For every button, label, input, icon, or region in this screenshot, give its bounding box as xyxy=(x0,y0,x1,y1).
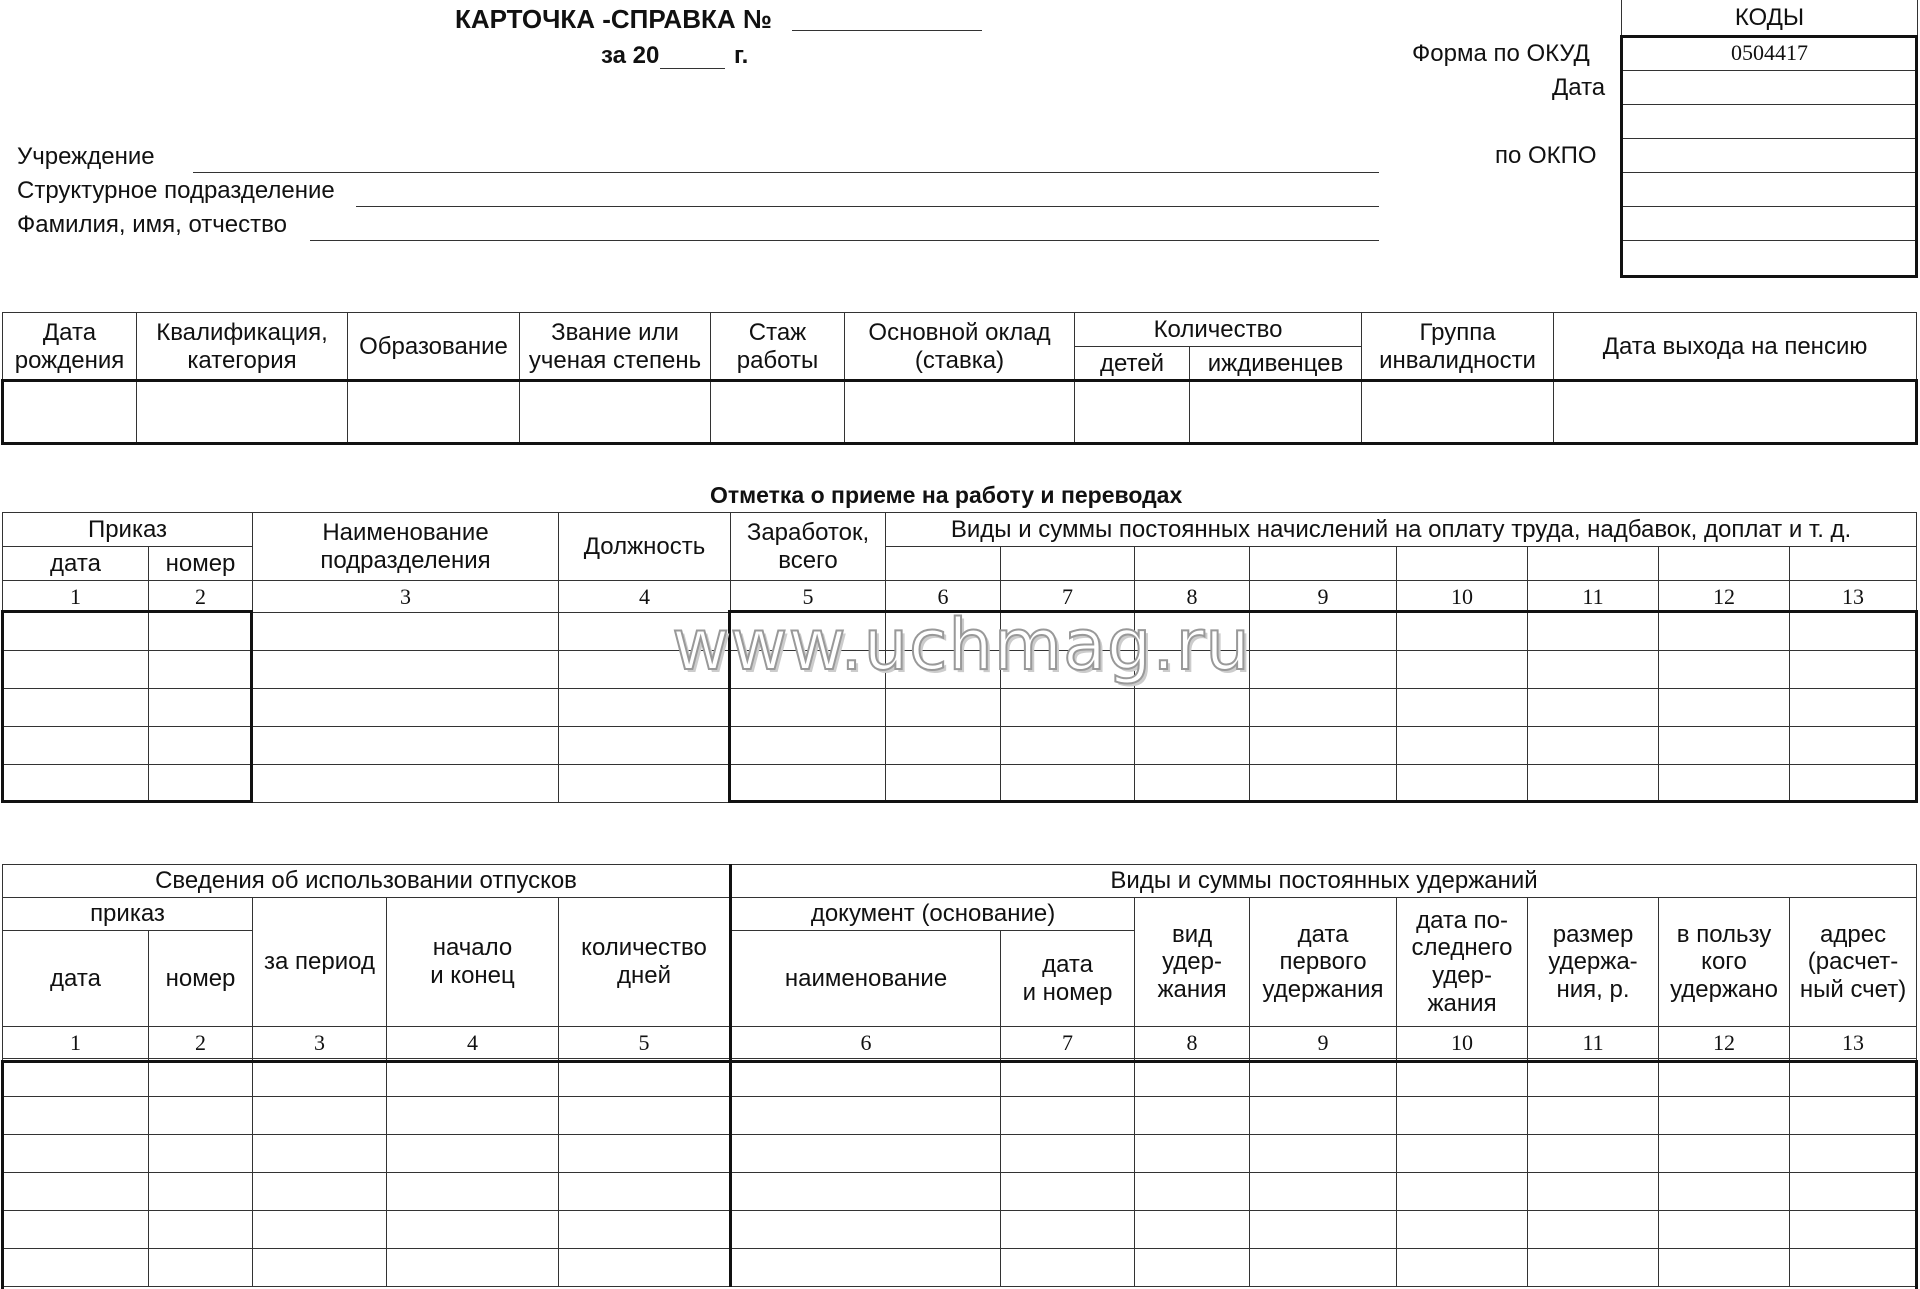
input-cell[interactable] xyxy=(1001,727,1135,765)
input-cell[interactable] xyxy=(3,1211,149,1249)
input-cell[interactable] xyxy=(1001,1211,1135,1249)
accrual-sub-cell[interactable] xyxy=(1397,547,1528,581)
birth-date-h1: Дата xyxy=(42,318,97,346)
input-cell[interactable] xyxy=(731,1211,1001,1249)
earnings-h1: Заработок, xyxy=(746,518,870,546)
input-cell[interactable] xyxy=(1659,1097,1790,1135)
input-cell[interactable] xyxy=(1397,1211,1528,1249)
watermark: www.uchmag.ru xyxy=(672,604,1251,686)
experience-header xyxy=(711,313,845,381)
table-row xyxy=(3,1135,1917,1173)
input-cell[interactable] xyxy=(1001,1249,1135,1287)
rank-header xyxy=(520,313,711,381)
input-cell[interactable] xyxy=(1001,1059,1135,1097)
input-cell[interactable] xyxy=(387,1211,559,1249)
input-cell[interactable] xyxy=(137,381,348,443)
input-cell[interactable] xyxy=(1001,1135,1135,1173)
input-cell[interactable] xyxy=(149,1249,253,1287)
input-cell[interactable] xyxy=(1528,1249,1659,1287)
input-cell[interactable] xyxy=(1250,1059,1397,1097)
address-header xyxy=(1790,898,1917,1027)
input-cell[interactable] xyxy=(1554,381,1917,443)
input-cell[interactable] xyxy=(1659,1135,1790,1173)
experience-h2: работы xyxy=(736,346,819,374)
input-cell[interactable] xyxy=(149,1097,253,1135)
form-okud-label: Форма по ОКУД xyxy=(1412,40,1590,67)
input-cell[interactable] xyxy=(1135,1249,1250,1287)
input-cell[interactable] xyxy=(253,765,559,803)
input-cell[interactable] xyxy=(845,381,1075,443)
year-prefix xyxy=(601,44,659,68)
first-date-h3: удержания xyxy=(1262,975,1384,1003)
input-cell[interactable] xyxy=(1250,765,1397,803)
personal-table xyxy=(2,312,1917,443)
col-number: 2 xyxy=(149,581,253,613)
doc-name-header: наименование xyxy=(731,931,1001,1027)
okpo-label: по ОКПО xyxy=(1495,142,1597,169)
accrual-sub-cell[interactable] xyxy=(1790,547,1917,581)
input-cell[interactable] xyxy=(1659,1173,1790,1211)
input-cell[interactable] xyxy=(3,651,149,689)
address-h1: адрес xyxy=(1820,920,1887,948)
input-cell[interactable] xyxy=(1659,1249,1790,1287)
input-cell[interactable] xyxy=(731,1135,1001,1173)
disability-h1: Группа xyxy=(1419,318,1496,346)
input-cell[interactable] xyxy=(1790,1097,1917,1135)
vacation-date-header: дата xyxy=(3,931,149,1027)
input-cell[interactable] xyxy=(1397,1059,1528,1097)
beneficiary-header xyxy=(1659,898,1790,1027)
input-cell[interactable] xyxy=(253,1173,387,1211)
input-cell[interactable] xyxy=(253,613,559,651)
input-cell[interactable] xyxy=(348,381,520,443)
year-suffix: г. xyxy=(734,42,749,69)
input-cell[interactable] xyxy=(1659,1211,1790,1249)
col-number: 7 xyxy=(1001,581,1135,613)
input-cell[interactable] xyxy=(149,727,253,765)
input-cell[interactable] xyxy=(731,1249,1001,1287)
col-number: 10 xyxy=(1397,1027,1528,1059)
input-cell[interactable] xyxy=(149,1059,253,1097)
input-cell[interactable] xyxy=(1001,689,1135,727)
input-cell[interactable] xyxy=(1528,1097,1659,1135)
institution-line[interactable] xyxy=(193,172,1379,173)
kind-h2: удер- xyxy=(1162,948,1222,976)
department-line[interactable] xyxy=(356,206,1379,207)
input-cell[interactable] xyxy=(731,765,886,803)
vacation-start-end-header xyxy=(387,898,559,1027)
col-number: 3 xyxy=(253,1027,387,1059)
page-title: КАРТОЧКА -СПРАВКА № xyxy=(455,4,772,34)
input-cell[interactable] xyxy=(559,1135,731,1173)
input-cell[interactable] xyxy=(1790,1135,1917,1173)
input-cell[interactable] xyxy=(1790,689,1917,727)
input-cell[interactable] xyxy=(1397,1249,1528,1287)
input-cell[interactable] xyxy=(1135,1059,1250,1097)
first-date-h2: первого xyxy=(1279,948,1367,976)
input-cell[interactable] xyxy=(1659,613,1790,651)
input-cell[interactable] xyxy=(520,381,711,443)
col-number: 2 xyxy=(149,1027,253,1059)
amount-h1: размер xyxy=(1552,920,1634,948)
col-number: 11 xyxy=(1528,1027,1659,1059)
input-cell[interactable] xyxy=(3,1097,149,1135)
vacation-deductions-table xyxy=(2,864,1917,1287)
last-date-h3: удер- xyxy=(1432,962,1492,989)
input-cell[interactable] xyxy=(559,1059,731,1097)
address-h2: (расчет- xyxy=(1807,948,1899,976)
col-number: 10 xyxy=(1397,581,1528,613)
input-cell[interactable] xyxy=(1790,613,1917,651)
input-cell[interactable] xyxy=(1528,1135,1659,1173)
birth-date-h2: рождения xyxy=(14,346,125,374)
input-cell[interactable] xyxy=(559,1097,731,1135)
input-cell[interactable] xyxy=(1397,1135,1528,1173)
input-cell[interactable] xyxy=(711,381,845,443)
input-cell[interactable] xyxy=(886,727,1001,765)
start-end-h2: и конец xyxy=(430,962,515,989)
input-cell[interactable] xyxy=(1528,613,1659,651)
dept-name-h2: подразделения xyxy=(320,546,491,574)
input-cell[interactable] xyxy=(3,1249,149,1287)
input-cell[interactable] xyxy=(1250,689,1397,727)
accrual-sub-cell[interactable] xyxy=(1001,547,1135,581)
input-cell[interactable] xyxy=(1250,651,1397,689)
count-header: Количество xyxy=(1075,313,1362,347)
children-header: детей xyxy=(1075,347,1190,381)
input-cell[interactable] xyxy=(1250,1135,1397,1173)
input-cell[interactable] xyxy=(387,1135,559,1173)
input-cell[interactable] xyxy=(1397,689,1528,727)
input-cell[interactable] xyxy=(1250,613,1397,651)
input-cell[interactable] xyxy=(1528,765,1659,803)
dept-name-h1: Наименование xyxy=(322,518,489,546)
input-cell[interactable] xyxy=(1528,1211,1659,1249)
input-cell[interactable] xyxy=(731,1097,1001,1135)
deduction-number-row xyxy=(3,1027,1917,1059)
codes-title: КОДЫ xyxy=(1622,0,1918,36)
deduction-rows xyxy=(3,1059,1917,1287)
vacation-period-header: за период xyxy=(253,898,387,1027)
accrual-sub-cell[interactable] xyxy=(1528,547,1659,581)
codes-table xyxy=(1621,0,1918,241)
input-cell[interactable] xyxy=(1397,613,1528,651)
input-cell[interactable] xyxy=(149,689,253,727)
table-row xyxy=(3,727,1917,765)
input-cell[interactable] xyxy=(1790,1211,1917,1249)
vacation-title: Сведения об использовании отпусков xyxy=(3,865,731,898)
fio-line[interactable] xyxy=(310,240,1379,241)
order-date-header: дата xyxy=(3,547,149,581)
document-header: документ (основание) xyxy=(731,898,1135,931)
days-h1: количество xyxy=(581,934,707,962)
input-cell[interactable] xyxy=(1790,651,1917,689)
input-cell[interactable] xyxy=(1075,381,1190,443)
input-cell[interactable] xyxy=(253,1135,387,1173)
input-cell[interactable] xyxy=(1790,1059,1917,1097)
beneficiary-h1: в пользу xyxy=(1676,920,1772,948)
education-header: Образование xyxy=(348,313,520,381)
input-cell[interactable] xyxy=(3,1059,149,1097)
input-cell[interactable] xyxy=(1397,651,1528,689)
dependents-header: иждивенцев xyxy=(1190,347,1362,381)
doc-date-h1: дата xyxy=(1042,950,1093,978)
kind-header xyxy=(1135,898,1250,1027)
salary-h2: (ставка) xyxy=(914,346,1005,374)
input-cell[interactable] xyxy=(559,1249,731,1287)
doc-date-h2: и номер xyxy=(1022,978,1113,1006)
input-cell[interactable] xyxy=(253,1211,387,1249)
order-header: Приказ xyxy=(3,513,253,547)
table-row xyxy=(3,1059,1917,1097)
kind-h1: вид xyxy=(1171,920,1213,948)
beneficiary-h3: удержано xyxy=(1670,975,1778,1003)
days-h2: дней xyxy=(617,962,672,989)
first-date-header xyxy=(1250,898,1397,1027)
table-row xyxy=(3,765,1917,803)
table-row xyxy=(3,1173,1917,1211)
department-label: Структурное подразделение xyxy=(17,177,335,204)
beneficiary-h2: кого xyxy=(1701,948,1747,976)
last-date-h2: следнего xyxy=(1411,934,1513,962)
start-end-h1: начало xyxy=(432,934,513,962)
col-number: 7 xyxy=(1001,1027,1135,1059)
input-cell[interactable] xyxy=(1790,727,1917,765)
order-number-header: номер xyxy=(149,547,253,581)
input-cell[interactable] xyxy=(1362,381,1554,443)
input-cell[interactable] xyxy=(1001,1173,1135,1211)
pension-header: Дата выхода на пенсию xyxy=(1554,313,1917,381)
input-cell[interactable] xyxy=(253,1097,387,1135)
year-line[interactable] xyxy=(660,68,725,69)
input-cell[interactable] xyxy=(253,1249,387,1287)
col-number: 12 xyxy=(1659,581,1790,613)
last-date-h4: жания xyxy=(1427,989,1497,1017)
table-row xyxy=(3,1211,1917,1249)
col-number: 1 xyxy=(3,581,149,613)
input-cell[interactable] xyxy=(149,1173,253,1211)
input-cell[interactable] xyxy=(253,1059,387,1097)
col-number: 8 xyxy=(1135,1027,1250,1059)
input-cell[interactable] xyxy=(1001,765,1135,803)
experience-h1: Стаж xyxy=(748,318,807,346)
input-cell[interactable] xyxy=(253,727,559,765)
rank-h1: Звание или xyxy=(551,318,679,346)
input-cell[interactable] xyxy=(1528,651,1659,689)
col-number: 5 xyxy=(731,581,886,613)
qualification-h2: категория xyxy=(187,346,297,374)
col-number: 9 xyxy=(1250,581,1397,613)
input-cell[interactable] xyxy=(3,381,137,443)
input-cell[interactable] xyxy=(1528,1059,1659,1097)
input-cell[interactable] xyxy=(1790,1249,1917,1287)
input-cell[interactable] xyxy=(1659,1059,1790,1097)
salary-h1: Основной оклад xyxy=(868,318,1051,346)
col-number: 1 xyxy=(3,1027,149,1059)
earnings-header xyxy=(731,513,886,581)
input-cell[interactable] xyxy=(1528,1173,1659,1211)
input-cell[interactable] xyxy=(1135,1173,1250,1211)
input-cell[interactable] xyxy=(559,765,731,803)
input-cell[interactable] xyxy=(1190,381,1362,443)
input-cell[interactable] xyxy=(149,765,253,803)
input-cell[interactable] xyxy=(731,727,886,765)
amount-h2: удержа- xyxy=(1548,948,1638,976)
vacation-order-header: приказ xyxy=(3,898,253,931)
col-number: 4 xyxy=(387,1027,559,1059)
col-number: 13 xyxy=(1790,581,1917,613)
input-cell[interactable] xyxy=(1135,727,1250,765)
input-cell[interactable] xyxy=(1250,1211,1397,1249)
disability-h2: инвалидности xyxy=(1379,346,1536,374)
input-cell[interactable] xyxy=(1250,1249,1397,1287)
okpo-code-cell[interactable] xyxy=(1622,138,1918,172)
input-cell[interactable] xyxy=(387,1173,559,1211)
qualification-h1: Квалификация, xyxy=(156,318,328,346)
input-cell[interactable] xyxy=(1659,689,1790,727)
accrual-sub-cell[interactable] xyxy=(1659,547,1790,581)
input-cell[interactable] xyxy=(3,613,149,651)
year-prefix-text: за 20 xyxy=(601,42,660,69)
input-cell[interactable] xyxy=(1659,727,1790,765)
input-cell[interactable] xyxy=(149,1135,253,1173)
col-number: 9 xyxy=(1250,1027,1397,1059)
input-cell[interactable] xyxy=(3,727,149,765)
input-cell[interactable] xyxy=(886,765,1001,803)
doc-date-header xyxy=(1001,931,1135,1027)
input-cell[interactable] xyxy=(1135,1097,1250,1135)
rank-h2: ученая степень xyxy=(528,346,702,374)
accrual-sub-cell[interactable] xyxy=(886,547,1001,581)
input-cell[interactable] xyxy=(731,1059,1001,1097)
qualification-header xyxy=(137,313,348,381)
input-cell[interactable] xyxy=(1135,689,1250,727)
input-cell[interactable] xyxy=(253,651,559,689)
input-cell[interactable] xyxy=(1659,651,1790,689)
vacation-days-header xyxy=(559,898,731,1027)
salary-header xyxy=(845,313,1075,381)
last-date-h1: дата по- xyxy=(1416,906,1508,934)
vacation-number-header: номер xyxy=(149,931,253,1027)
accrual-sub-cell[interactable] xyxy=(1135,547,1250,581)
input-cell[interactable] xyxy=(559,727,731,765)
input-cell[interactable] xyxy=(559,1173,731,1211)
kind-h3: жания xyxy=(1157,975,1227,1003)
col-number: 13 xyxy=(1790,1027,1917,1059)
input-cell[interactable] xyxy=(3,765,149,803)
disability-header xyxy=(1362,313,1554,381)
col-number: 12 xyxy=(1659,1027,1790,1059)
input-cell[interactable] xyxy=(1790,1173,1917,1211)
okud-code: 0504417 xyxy=(1622,36,1918,70)
code-cell-5[interactable] xyxy=(1622,172,1918,206)
col-number: 4 xyxy=(559,581,731,613)
table-row xyxy=(3,689,1917,727)
address-h3: ный счет) xyxy=(1799,975,1907,1003)
input-cell[interactable] xyxy=(149,651,253,689)
input-cell[interactable] xyxy=(1790,765,1917,803)
input-cell[interactable] xyxy=(3,1135,149,1173)
input-cell[interactable] xyxy=(559,689,731,727)
col-number: 3 xyxy=(253,581,559,613)
input-cell[interactable] xyxy=(1397,727,1528,765)
input-cell[interactable] xyxy=(1528,727,1659,765)
last-date-header xyxy=(1397,898,1528,1027)
input-cell[interactable] xyxy=(1528,689,1659,727)
position-header: Должность xyxy=(559,513,731,581)
input-cell[interactable] xyxy=(1659,765,1790,803)
input-cell[interactable] xyxy=(1001,1097,1135,1135)
input-cell[interactable] xyxy=(1250,1173,1397,1211)
input-cell[interactable] xyxy=(1250,1097,1397,1135)
table-row xyxy=(3,1097,1917,1135)
input-cell[interactable] xyxy=(3,689,149,727)
fio-label: Фамилия, имя, отчество xyxy=(17,211,287,238)
input-cell[interactable] xyxy=(731,1173,1001,1211)
input-cell[interactable] xyxy=(886,689,1001,727)
input-cell[interactable] xyxy=(1397,1097,1528,1135)
input-cell[interactable] xyxy=(387,1059,559,1097)
input-cell[interactable] xyxy=(3,1173,149,1211)
col-number: 11 xyxy=(1528,581,1659,613)
date-label: Дата xyxy=(1552,74,1606,101)
birth-date-header xyxy=(3,313,137,381)
deductions-title: Виды и суммы постоянных удержаний xyxy=(731,865,1917,898)
amount-h3: ния, р. xyxy=(1556,975,1630,1003)
input-cell[interactable] xyxy=(731,689,886,727)
input-cell[interactable] xyxy=(1135,1211,1250,1249)
accruals-header: Виды и суммы постоянных начислений на оплату труда, надбавок, доплат и т. д. xyxy=(886,513,1917,547)
card-number-line[interactable] xyxy=(792,30,982,31)
input-cell[interactable] xyxy=(253,689,559,727)
dept-name-header xyxy=(253,513,559,581)
amount-header xyxy=(1528,898,1659,1027)
first-date-h1: дата xyxy=(1297,920,1349,948)
col-number: 8 xyxy=(1135,581,1250,613)
input-cell[interactable] xyxy=(387,1097,559,1135)
input-cell[interactable] xyxy=(1397,765,1528,803)
institution-label: Учреждение xyxy=(17,143,155,170)
code-cell-3[interactable] xyxy=(1622,104,1918,138)
input-cell[interactable] xyxy=(387,1249,559,1287)
col-number: 6 xyxy=(731,1027,1001,1059)
col-number: 6 xyxy=(886,581,1001,613)
input-cell[interactable] xyxy=(149,613,253,651)
input-cell[interactable] xyxy=(1135,765,1250,803)
code-cell-6[interactable] xyxy=(1622,206,1918,240)
hiring-title: Отметка о приеме на работу и переводах xyxy=(710,482,1183,508)
accrual-sub-cell[interactable] xyxy=(1250,547,1397,581)
input-cell[interactable] xyxy=(1135,1135,1250,1173)
earnings-h2: всего xyxy=(778,546,838,574)
date-code-cell[interactable] xyxy=(1622,70,1918,104)
input-cell[interactable] xyxy=(1397,1173,1528,1211)
input-cell[interactable] xyxy=(1250,727,1397,765)
table-row xyxy=(3,1249,1917,1287)
col-number: 5 xyxy=(559,1027,731,1059)
input-cell[interactable] xyxy=(559,1211,731,1249)
input-cell[interactable] xyxy=(149,1211,253,1249)
